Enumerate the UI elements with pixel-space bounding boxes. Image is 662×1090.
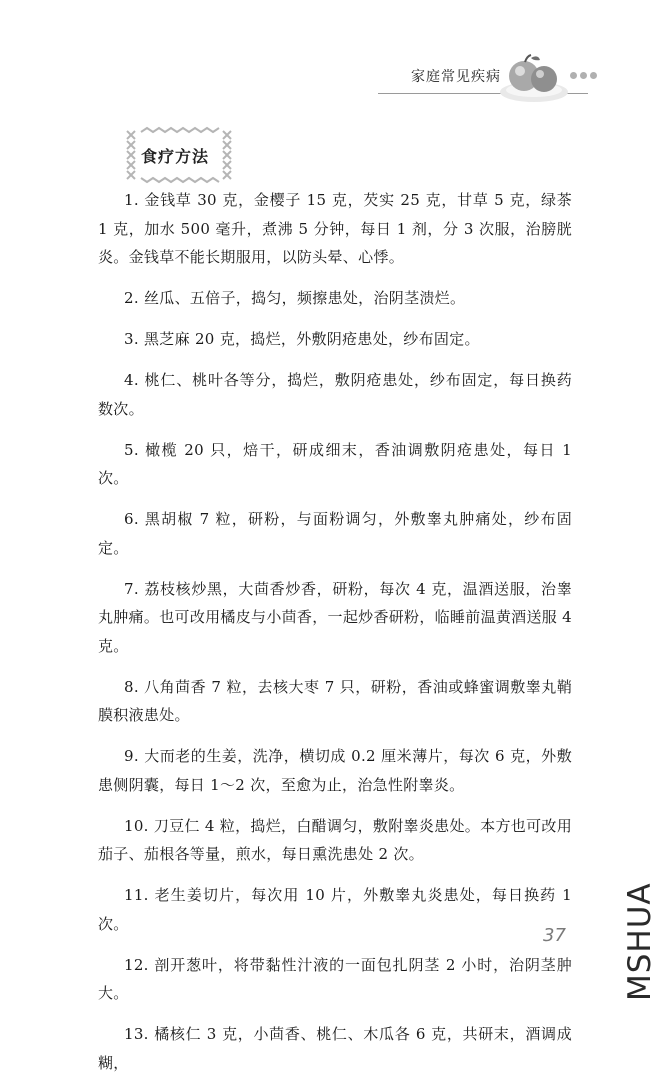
recipe-paragraph-3: 3. 黑芝麻 20 克，捣烂，外敷阴疮患处，纱布固定。: [124, 330, 480, 348]
section-title: 食疗方法: [141, 147, 210, 166]
recipe-paragraph-11: 11. 老生姜切片，每次用 10 片，外敷睾丸炎患处，每日换药 1 次。: [98, 886, 572, 933]
recipe-paragraph-2: 2. 丝瓜、五倍子，捣匀，频擦患处，治阴茎溃烂。: [124, 289, 466, 307]
header-dots: [570, 72, 597, 79]
recipe-paragraph-9: 9. 大而老的生姜，洗净，横切成 0.2 厘米薄片，每次 6 克，外敷患侧阴囊，每日 1～2 次，至愈为止，治急性附睾炎。: [98, 747, 572, 794]
recipe-paragraph-13: 13. 橘核仁 3 克，小茴香、桃仁、木瓜各 6 克，共研末，酒调成糊，: [98, 1025, 572, 1072]
recipe-paragraph-12: 12. 剖开葱叶，将带黏性汁液的一面包扎阴茎 2 小时，治阴茎肿大。: [98, 955, 572, 1002]
recipe-paragraph-5: 5. 橄榄 20 只，焙干，研成细末，香油调敷阴疮患处，每日 1 次。: [98, 440, 572, 487]
page-number: 37: [543, 925, 566, 946]
recipe-paragraph-6: 6. 黑胡椒 7 粒，研粉，与面粉调匀，外敷睾丸肿痛处，纱布固定。: [98, 510, 572, 557]
recipe-paragraph-10: 10. 刀豆仁 4 粒，捣烂，白醋调匀，敷附睾炎患处。本方也可改用茄子、茄根各等量，煎水，每日熏洗患处 2 次。: [98, 816, 572, 863]
recipe-paragraph-4: 4. 桃仁、桃叶各等分，捣烂，敷阴疮患处，纱布固定，每日换药数次。: [98, 371, 572, 418]
recipe-list: [98, 186, 572, 1090]
apple-icon: [498, 52, 570, 104]
section-badge: [121, 127, 237, 183]
watermark: MSHUA: [622, 882, 658, 1001]
recipe-paragraph-8: 8. 八角茴香 7 粒，去核大枣 7 只，研粉，香油或蜂蜜调敷睾丸鞘膜积液患处。: [98, 677, 572, 724]
running-header-title: 家庭常见疾病: [411, 69, 501, 85]
recipe-paragraph-7: 7. 荔枝核炒黑，大茴香炒香，研粉，每次 4 克，温酒送服，治睾丸肿痛。也可改用橘皮与小茴香，一起炒香研粉，临睡前温黄酒送服 4 克。: [98, 579, 572, 655]
recipe-paragraph-1: 1. 金钱草 30 克，金樱子 15 克，芡实 25 克，甘草 5 克，绿茶 1 克，加水 500 毫升，煮沸 5 分钟，每日 1 剂，分 3 次服，治膀胱炎。金钱草不能长期服用，以防头晕、心悸。: [98, 191, 572, 266]
